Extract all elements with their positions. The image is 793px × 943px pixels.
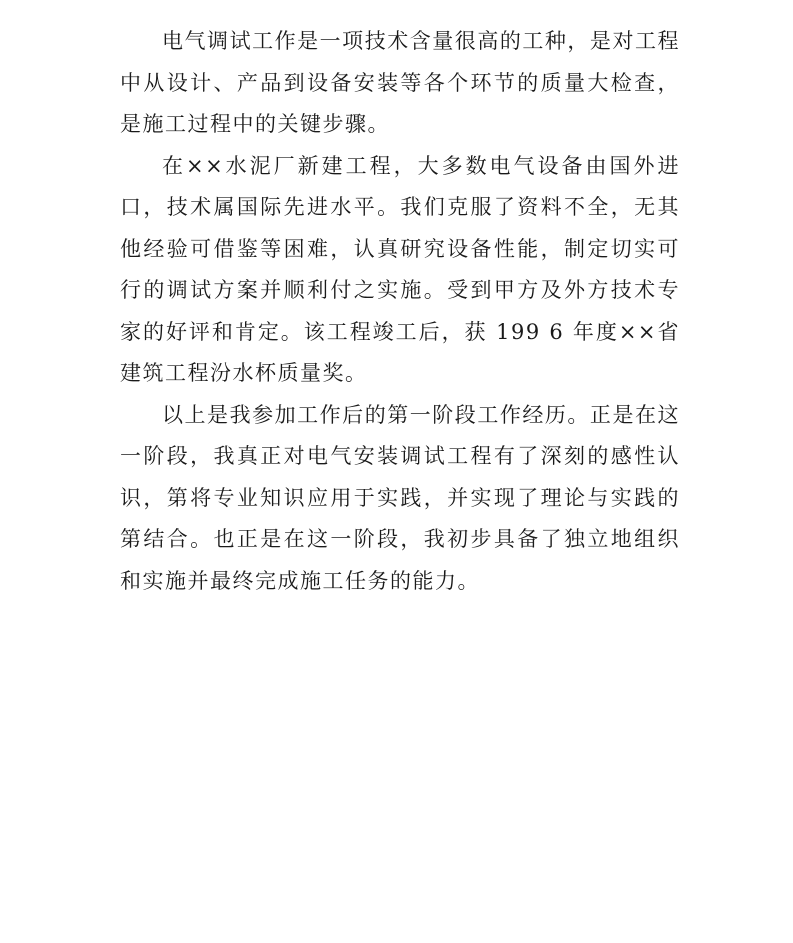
paragraph-intro: 电气调试工作是一项技术含量很高的工种，是对工程中从设计、产品到设备安装等各个环节的质量大检查，是施工过程中的关键步骤。 <box>120 29 680 136</box>
document-body <box>120 21 680 602</box>
paragraph-project: 在××水泥厂新建工程，大多数电气设备由国外进口，技术属国际先进水平。我们克服了资料不全，无其他经验可借鉴等困难，认真研究设备性能，制定切实可行的调试方案并顺利付之实施。受到甲方及外方技术专家的好评和肯定。该工程竣工后，获 199 6 年度××省建筑工程汾水杯质量奖。 <box>120 153 680 385</box>
paragraph-summary: 以上是我参加工作后的第一阶段工作经历。正是在这一阶段，我真正对电气安装调试工程有了深刻的感性认识，第将专业知识应用于实践，并实现了理论与实践的第结合。也正是在这一阶段，我初步具备了独立地组织和实施并最终完成施工任务的能力。 <box>120 402 680 593</box>
